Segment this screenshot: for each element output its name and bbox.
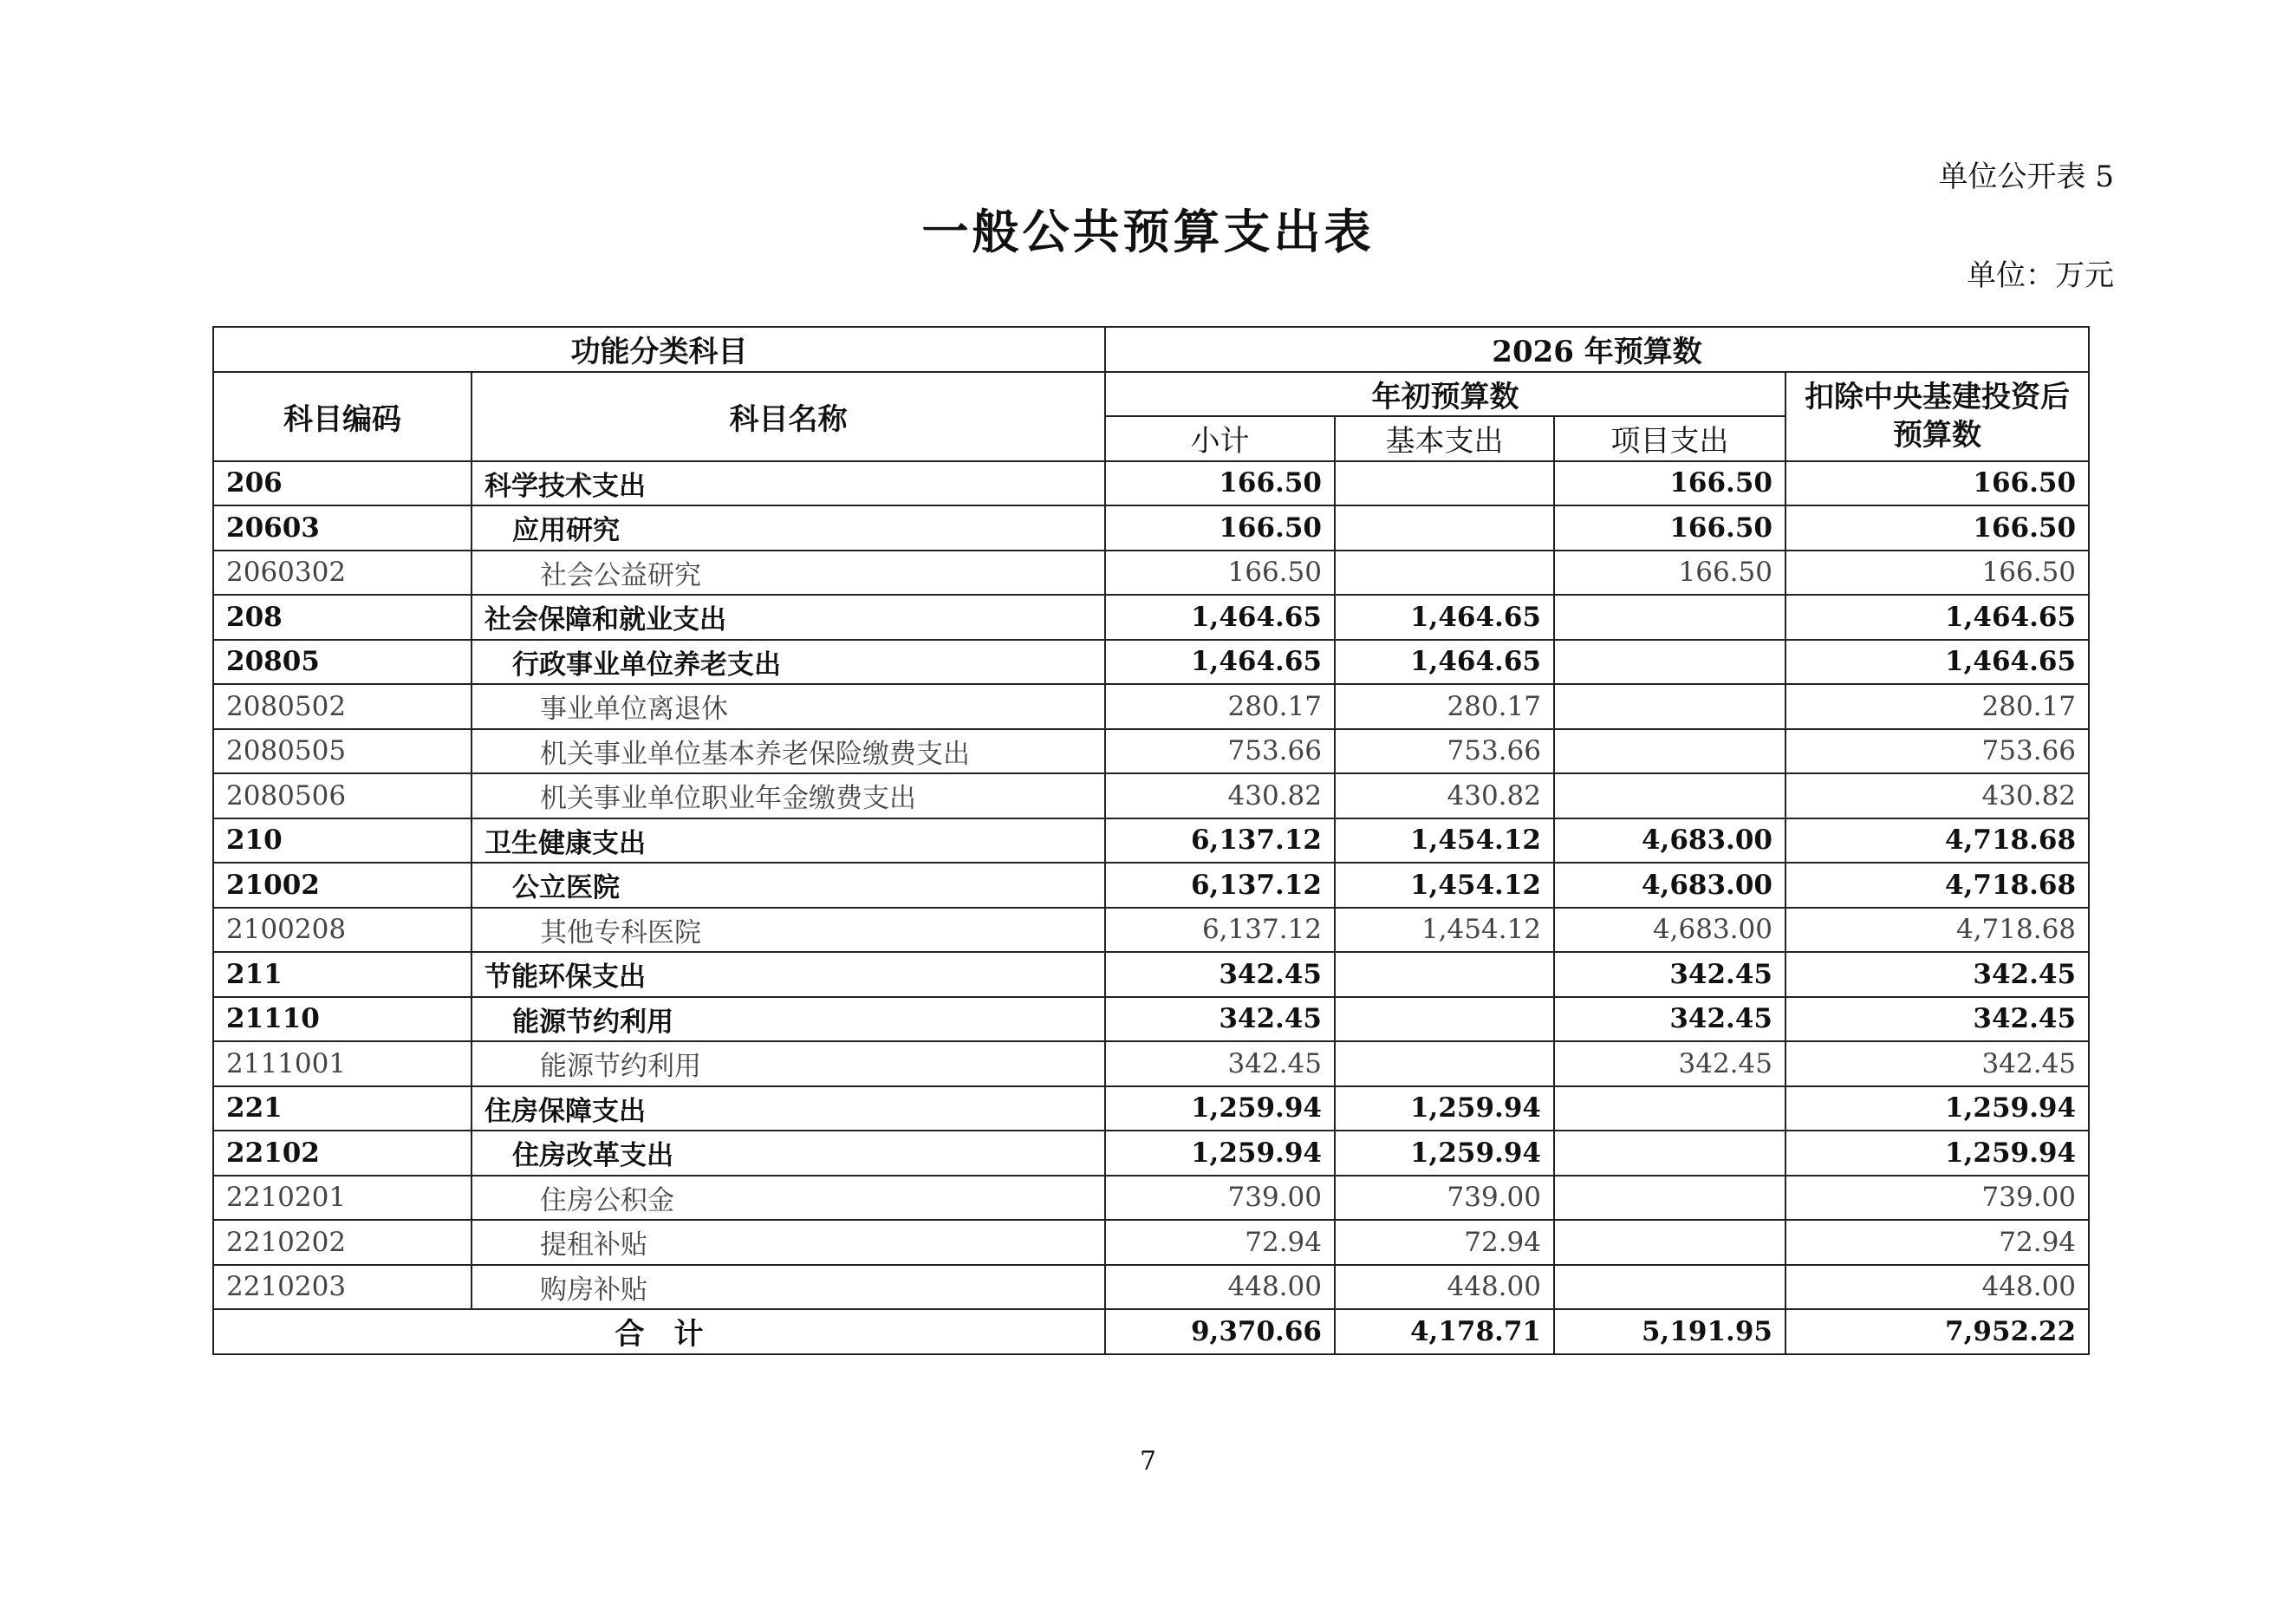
cell-project: [1554, 595, 1785, 640]
cell-after-deduct: 4,718.68: [1785, 818, 2089, 864]
cell-basic: 1,464.65: [1335, 640, 1554, 685]
table-row: [213, 1220, 2089, 1265]
table-row: [213, 952, 2089, 997]
cell-after-deduct: 72.94: [1785, 1220, 2089, 1265]
total-label: 合 计: [213, 1309, 1105, 1354]
cell-after-deduct: 166.50: [1785, 505, 2089, 551]
cell-basic: 1,259.94: [1335, 1086, 1554, 1131]
header-initial-budget: 年初预算数: [1105, 372, 1785, 417]
cell-after-deduct: 753.66: [1785, 729, 2089, 774]
cell-basic: 1,454.12: [1335, 863, 1554, 908]
cell-subtotal: 430.82: [1105, 773, 1335, 818]
cell-basic: 753.66: [1335, 729, 1554, 774]
total-subtotal: 9,370.66: [1105, 1309, 1335, 1354]
cell-project: 4,683.00: [1554, 863, 1785, 908]
table-row: [213, 461, 2089, 506]
table-row: [213, 729, 2089, 774]
cell-project: [1554, 1086, 1785, 1131]
cell-name: 应用研究: [472, 505, 1105, 551]
cell-subtotal: 6,137.12: [1105, 908, 1335, 953]
cell-basic: 1,259.94: [1335, 1131, 1554, 1176]
table-row: [213, 818, 2089, 864]
cell-after-deduct: 1,259.94: [1785, 1131, 2089, 1176]
table-row: [213, 1086, 2089, 1131]
cell-subtotal: 6,137.12: [1105, 818, 1335, 864]
cell-subtotal: 166.50: [1105, 551, 1335, 596]
cell-after-deduct: 1,464.65: [1785, 595, 2089, 640]
cell-project: 166.50: [1554, 505, 1785, 551]
total-project: 5,191.95: [1554, 1309, 1785, 1354]
cell-name: 机关事业单位职业年金缴费支出: [472, 773, 1105, 818]
cell-basic: 739.00: [1335, 1176, 1554, 1221]
table-row: [213, 640, 2089, 685]
cell-code: 22102: [213, 1131, 472, 1176]
cell-subtotal: 1,259.94: [1105, 1131, 1335, 1176]
cell-subtotal: 739.00: [1105, 1176, 1335, 1221]
cell-name: 卫生健康支出: [472, 818, 1105, 864]
table-row: [213, 551, 2089, 596]
cell-subtotal: 6,137.12: [1105, 863, 1335, 908]
cell-name: 住房保障支出: [472, 1086, 1105, 1131]
cell-basic: [1335, 505, 1554, 551]
cell-code: 221: [213, 1086, 472, 1131]
cell-code: 2060302: [213, 551, 472, 596]
cell-code: 210: [213, 818, 472, 864]
header-basic: 基本支出: [1335, 416, 1554, 461]
table-row: [213, 773, 2089, 818]
cell-code: 208: [213, 595, 472, 640]
cell-subtotal: 1,464.65: [1105, 595, 1335, 640]
cell-after-deduct: 4,718.68: [1785, 863, 2089, 908]
cell-subtotal: 72.94: [1105, 1220, 1335, 1265]
cell-name: 能源节约利用: [472, 997, 1105, 1042]
total-row: [213, 1309, 2089, 1354]
cell-basic: [1335, 952, 1554, 997]
cell-basic: 1,454.12: [1335, 818, 1554, 864]
header-after-deduct: [1785, 372, 2089, 461]
cell-project: [1554, 684, 1785, 729]
cell-name: 社会保障和就业支出: [472, 595, 1105, 640]
cell-project: [1554, 1220, 1785, 1265]
header-code: 科目编码: [213, 372, 472, 461]
cell-code: 2210201: [213, 1176, 472, 1221]
cell-project: [1554, 1265, 1785, 1310]
unit-label: 单位：万元: [1967, 258, 2114, 293]
page-title: 一般公共预算支出表: [921, 204, 1375, 259]
cell-basic: 448.00: [1335, 1265, 1554, 1310]
table-row: [213, 997, 2089, 1042]
cell-project: [1554, 773, 1785, 818]
cell-after-deduct: 430.82: [1785, 773, 2089, 818]
header-row-2: [213, 372, 2089, 417]
cell-code: 211: [213, 952, 472, 997]
table-row: [213, 1176, 2089, 1221]
header-after-deduct-line1: 扣除中央基建投资后: [1805, 380, 2071, 414]
cell-after-deduct: 739.00: [1785, 1176, 2089, 1221]
cell-project: [1554, 1176, 1785, 1221]
cell-code: 21110: [213, 997, 472, 1042]
cell-subtotal: 342.45: [1105, 952, 1335, 997]
cell-subtotal: 448.00: [1105, 1265, 1335, 1310]
cell-code: 2111001: [213, 1041, 472, 1086]
cell-basic: 1,464.65: [1335, 595, 1554, 640]
header-subtotal: 小计: [1105, 416, 1335, 461]
table-row: [213, 505, 2089, 551]
cell-code: 2210202: [213, 1220, 472, 1265]
table-row: [213, 684, 2089, 729]
header-name: 科目名称: [472, 372, 1105, 461]
cell-project: [1554, 640, 1785, 685]
total-after-deduct: 7,952.22: [1785, 1309, 2089, 1354]
cell-code: 2080505: [213, 729, 472, 774]
cell-name: 其他专科医院: [472, 908, 1105, 953]
table-row: [213, 863, 2089, 908]
cell-subtotal: 166.50: [1105, 505, 1335, 551]
cell-basic: [1335, 461, 1554, 506]
cell-code: 20805: [213, 640, 472, 685]
cell-name: 机关事业单位基本养老保险缴费支出: [472, 729, 1105, 774]
cell-subtotal: 753.66: [1105, 729, 1335, 774]
cell-name: 能源节约利用: [472, 1041, 1105, 1086]
cell-basic: 280.17: [1335, 684, 1554, 729]
cell-after-deduct: 1,259.94: [1785, 1086, 2089, 1131]
cell-project: 342.45: [1554, 1041, 1785, 1086]
cell-after-deduct: 1,464.65: [1785, 640, 2089, 685]
cell-subtotal: 342.45: [1105, 997, 1335, 1042]
cell-code: 20603: [213, 505, 472, 551]
cell-project: [1554, 1131, 1785, 1176]
table-row: [213, 1131, 2089, 1176]
table-row: [213, 1041, 2089, 1086]
table-row: [213, 1265, 2089, 1310]
cell-after-deduct: 4,718.68: [1785, 908, 2089, 953]
cell-after-deduct: 342.45: [1785, 952, 2089, 997]
cell-subtotal: 166.50: [1105, 461, 1335, 506]
cell-after-deduct: 280.17: [1785, 684, 2089, 729]
cell-name: 公立医院: [472, 863, 1105, 908]
header-function-category: 功能分类科目: [213, 327, 1105, 372]
cell-name: 节能环保支出: [472, 952, 1105, 997]
budget-table: [212, 326, 2090, 1355]
cell-name: 事业单位离退休: [472, 684, 1105, 729]
cell-after-deduct: 166.50: [1785, 551, 2089, 596]
cell-code: 2210203: [213, 1265, 472, 1310]
cell-name: 社会公益研究: [472, 551, 1105, 596]
table-number-label: 单位公开表 5: [1938, 160, 2114, 194]
cell-basic: [1335, 1041, 1554, 1086]
cell-project: 166.50: [1554, 551, 1785, 596]
cell-name: 住房改革支出: [472, 1131, 1105, 1176]
cell-name: 提租补贴: [472, 1220, 1105, 1265]
cell-project: 4,683.00: [1554, 818, 1785, 864]
cell-project: 342.45: [1554, 952, 1785, 997]
header-after-deduct-line2: 预算数: [1893, 418, 1982, 453]
cell-code: 2100208: [213, 908, 472, 953]
cell-project: 4,683.00: [1554, 908, 1785, 953]
header-row-1: [213, 327, 2089, 372]
cell-code: 2080506: [213, 773, 472, 818]
cell-basic: [1335, 551, 1554, 596]
cell-project: 166.50: [1554, 461, 1785, 506]
cell-name: 住房公积金: [472, 1176, 1105, 1221]
cell-basic: 430.82: [1335, 773, 1554, 818]
header-project: 项目支出: [1554, 416, 1785, 461]
cell-after-deduct: 448.00: [1785, 1265, 2089, 1310]
page-number: 7: [1139, 1446, 1157, 1476]
table-row: [213, 595, 2089, 640]
budget-table-body: [213, 327, 2089, 1354]
cell-basic: [1335, 997, 1554, 1042]
total-basic: 4,178.71: [1335, 1309, 1554, 1354]
cell-name: 行政事业单位养老支出: [472, 640, 1105, 685]
cell-code: 2080502: [213, 684, 472, 729]
cell-after-deduct: 342.45: [1785, 997, 2089, 1042]
cell-after-deduct: 342.45: [1785, 1041, 2089, 1086]
cell-subtotal: 280.17: [1105, 684, 1335, 729]
cell-subtotal: 1,464.65: [1105, 640, 1335, 685]
cell-code: 206: [213, 461, 472, 506]
cell-after-deduct: 166.50: [1785, 461, 2089, 506]
cell-project: [1554, 729, 1785, 774]
header-budget-year: 2026 年预算数: [1105, 327, 2089, 372]
cell-basic: 1,454.12: [1335, 908, 1554, 953]
cell-project: 342.45: [1554, 997, 1785, 1042]
cell-subtotal: 342.45: [1105, 1041, 1335, 1086]
cell-code: 21002: [213, 863, 472, 908]
cell-subtotal: 1,259.94: [1105, 1086, 1335, 1131]
table-row: [213, 908, 2089, 953]
cell-basic: 72.94: [1335, 1220, 1554, 1265]
cell-name: 科学技术支出: [472, 461, 1105, 506]
cell-name: 购房补贴: [472, 1265, 1105, 1310]
